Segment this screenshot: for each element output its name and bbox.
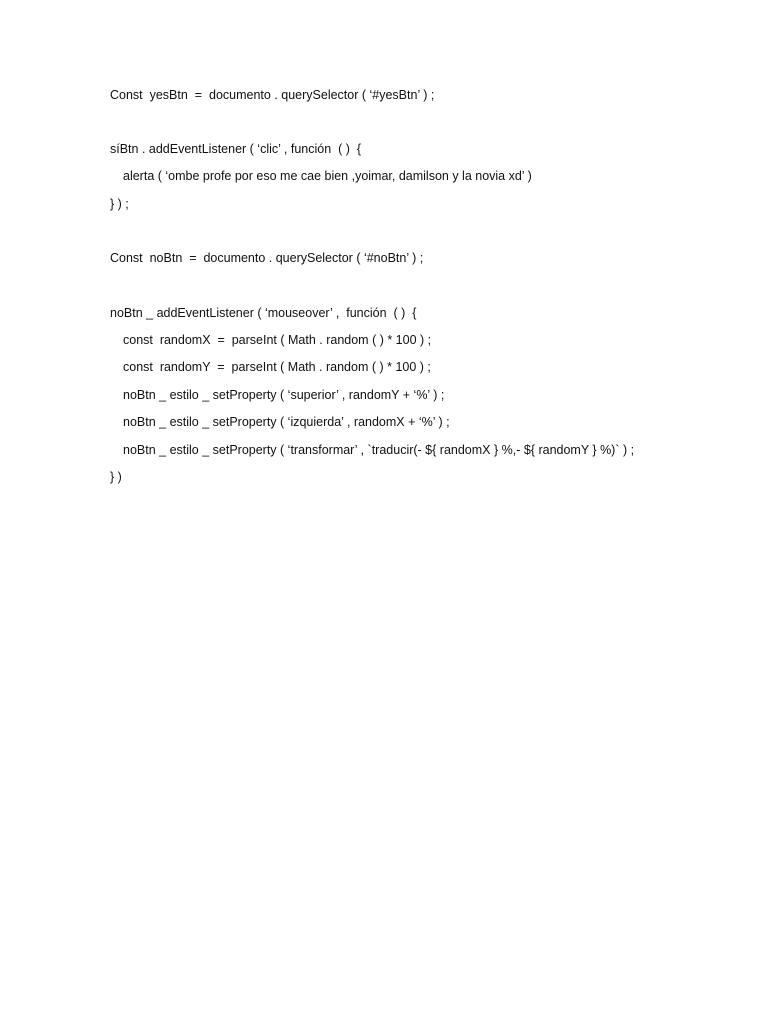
code-line-const-yesbtn: Const yesBtn = documento . querySelector ( ‘#yesBtn’ ) ; (110, 88, 435, 102)
code-line-alerta: alerta ( ‘ombe profe por eso me cae bien ,yoimar, damilson y la novia xd’ ) (123, 169, 532, 183)
code-line-close-1: } ) ; (110, 197, 129, 211)
code-line-setproperty-superior: noBtn _ estilo _ setProperty ( ‘superior’ , randomY + ‘%’ ) ; (123, 388, 445, 402)
code-line-close-2: } ) (110, 470, 122, 484)
code-line-const-nobtn: Const noBtn = documento . querySelector ( ‘#noBtn’ ) ; (110, 251, 424, 265)
code-line-const-randomy: const randomY = parseInt ( Math . random ( ) * 100 ) ; (123, 360, 431, 374)
code-line-setproperty-transformar: noBtn _ estilo _ setProperty ( ‘transformar’ , `traducir(- ${ randomX } %,- ${ randomY } %)` ) ; (123, 443, 635, 457)
code-line-setproperty-izquierda: noBtn _ estilo _ setProperty ( ‘izquierda’ , randomX + ‘%’ ) ; (123, 415, 450, 429)
code-line-nobtn-listener: noBtn _ addEventListener ( ‘mouseover’ , función ( ) { (110, 306, 417, 320)
code-line-const-randomx: const randomX = parseInt ( Math . random ( ) * 100 ) ; (123, 333, 432, 347)
code-line-sibtn-listener: síBtn . addEventListener ( ‘clic’ , función ( ) { (110, 142, 362, 156)
